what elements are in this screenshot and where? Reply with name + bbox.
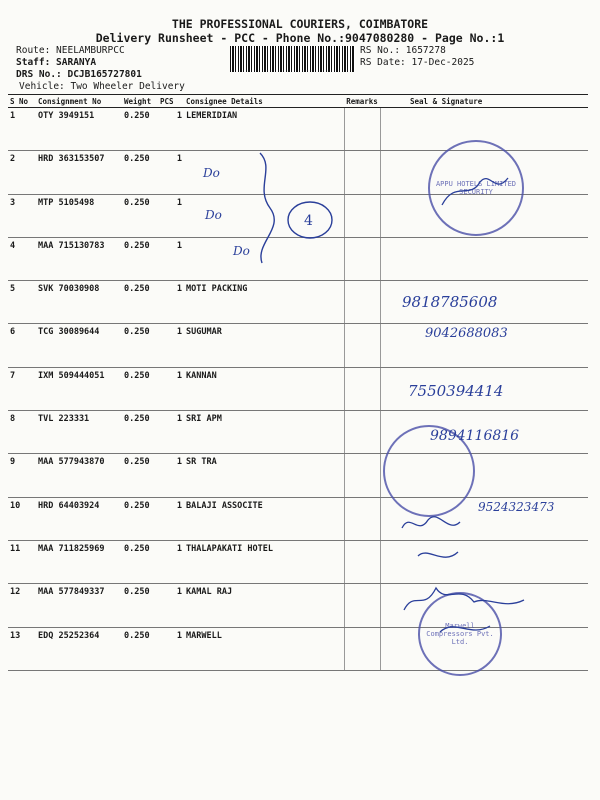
barcode: [230, 46, 355, 72]
row-consignment: IXM 509444051: [36, 367, 122, 410]
handwritten-do-4: Do: [233, 244, 250, 258]
route-label: Route: NEELAMBURPCC: [16, 45, 125, 56]
row-remarks: [344, 411, 380, 454]
row-sno: 6: [8, 324, 36, 367]
row-remarks: [344, 454, 380, 497]
row-weight: 0.250: [122, 540, 158, 583]
row-consignee: SUGUMAR: [184, 324, 344, 367]
table-row: [8, 108, 588, 151]
row-pcs: 1: [158, 194, 184, 237]
appu-hotel-stamp: APPU HOTELS LIMITED SECURITY: [428, 140, 524, 236]
row-remarks: [344, 237, 380, 280]
row-consignment: HRD 363153507: [36, 151, 122, 194]
row-weight: 0.250: [122, 454, 158, 497]
table-header: [8, 95, 588, 108]
col-seal: Seal & Signature: [380, 95, 588, 108]
row-remarks: [344, 108, 380, 151]
vehicle-label: Vehicle: Two Wheeler Delivery: [19, 81, 185, 92]
row-sno: 7: [8, 367, 36, 410]
row-consignment: HRD 64403924: [36, 497, 122, 540]
row-weight: 0.250: [122, 367, 158, 410]
row-sno: 13: [8, 627, 36, 670]
row-weight: 0.250: [122, 411, 158, 454]
table-row: [8, 281, 588, 324]
row-pcs: 1: [158, 324, 184, 367]
row-consignment: MAA 715130783: [36, 237, 122, 280]
runsheet-subtitle: Delivery Runsheet - PCC - Phone No.:9047080280 - Page No.:1: [95, 31, 505, 45]
row-consignee: SR TRA: [184, 454, 344, 497]
handwritten-phone-7: 7550394414: [408, 382, 504, 400]
row-pcs: 1: [158, 497, 184, 540]
table-row: [8, 540, 588, 583]
row-consignee: MOTI PACKING: [184, 281, 344, 324]
row-consignment: TCG 30089644: [36, 324, 122, 367]
svg-text:4: 4: [304, 213, 313, 229]
row-sno: 2: [8, 151, 36, 194]
row-consignment: MTP 5105498: [36, 194, 122, 237]
row-remarks: [344, 324, 380, 367]
row-remarks: [344, 497, 380, 540]
table-row: [8, 454, 588, 497]
row-sno: 12: [8, 584, 36, 627]
row-remarks: [344, 194, 380, 237]
company-title: THE PROFESSIONAL COURIERS, COIMBATORE: [171, 17, 429, 31]
row-pcs: 1: [158, 237, 184, 280]
row-sno: 1: [8, 108, 36, 151]
col-consignment: Consignment No: [36, 95, 122, 108]
row-consignee: LEMERIDIAN: [184, 108, 344, 151]
row-consignment: EDQ 25252364: [36, 627, 122, 670]
row-consignee: MARWELL: [184, 627, 344, 670]
row-weight: 0.250: [122, 324, 158, 367]
row-sno: 11: [8, 540, 36, 583]
col-remarks: Remarks: [344, 95, 380, 108]
row-remarks: [344, 367, 380, 410]
handwritten-phone-10: 9524323473: [478, 500, 555, 514]
drs-label: DRS No.: DCJB165727801: [16, 69, 142, 80]
row-weight: 0.250: [122, 194, 158, 237]
row-pcs: 1: [158, 108, 184, 151]
handwritten-do-2: Do: [203, 166, 220, 180]
row-pcs: 1: [158, 540, 184, 583]
col-weight: Weight: [122, 95, 158, 108]
row-remarks: [344, 281, 380, 324]
brace-mark: [250, 148, 340, 268]
row-remarks: [344, 627, 380, 670]
row-sno: 8: [8, 411, 36, 454]
row-pcs: 1: [158, 627, 184, 670]
row-consignment: TVL 223331: [36, 411, 122, 454]
row-sno: 4: [8, 237, 36, 280]
handwritten-do-3: Do: [205, 208, 222, 222]
col-pcs: PCS: [158, 95, 184, 108]
row-sno: 3: [8, 194, 36, 237]
row-pcs: 1: [158, 454, 184, 497]
row-consignee: BALAJI ASSOCITE: [184, 497, 344, 540]
col-sno: S No: [8, 95, 36, 108]
row-pcs: 1: [158, 367, 184, 410]
row-weight: 0.250: [122, 584, 158, 627]
row-consignment: MAA 577943870: [36, 454, 122, 497]
handwritten-phone-5: 9818785608: [402, 293, 498, 311]
signature-12-13: [400, 580, 530, 640]
row-weight: 0.250: [122, 281, 158, 324]
signature-2: [440, 170, 510, 210]
handwritten-phone-6: 9042688083: [425, 326, 508, 341]
row-pcs: 1: [158, 584, 184, 627]
row-consignee: THALAPAKATI HOTEL: [184, 540, 344, 583]
row-consignment: OTY 3949151: [36, 108, 122, 151]
row-pcs: 1: [158, 281, 184, 324]
row-pcs: 1: [158, 411, 184, 454]
row-weight: 0.250: [122, 627, 158, 670]
row-weight: 0.250: [122, 497, 158, 540]
rs-number: RS No.: 1657278: [360, 45, 446, 56]
row-consignment: MAA 711825969: [36, 540, 122, 583]
row-pcs: 1: [158, 151, 184, 194]
row-consignment: MAA 577849337: [36, 584, 122, 627]
rs-date: RS Date: 17-Dec-2025: [360, 57, 475, 68]
row-consignee: KANNAN: [184, 367, 344, 410]
row-consignment: SVK 70030908: [36, 281, 122, 324]
col-consignee: Consignee Details: [184, 95, 344, 108]
signature-10-11: [398, 508, 478, 578]
row-remarks: [344, 151, 380, 194]
row-consignee: SRI APM: [184, 411, 344, 454]
row-remarks: [344, 584, 380, 627]
marwell-stamp: Marwell Compressors Pvt. Ltd.: [418, 592, 502, 676]
handwritten-phone-8: 9894116816: [430, 428, 520, 444]
row-consignee: KAMAL RAJ: [184, 584, 344, 627]
row-weight: 0.250: [122, 237, 158, 280]
row-weight: 0.250: [122, 108, 158, 151]
row-sno: 9: [8, 454, 36, 497]
row-sno: 5: [8, 281, 36, 324]
row-sno: 10: [8, 497, 36, 540]
row-weight: 0.250: [122, 151, 158, 194]
row-seal: [380, 237, 588, 280]
staff-label: Staff: SARANYA: [16, 57, 97, 68]
row-remarks: [344, 540, 380, 583]
